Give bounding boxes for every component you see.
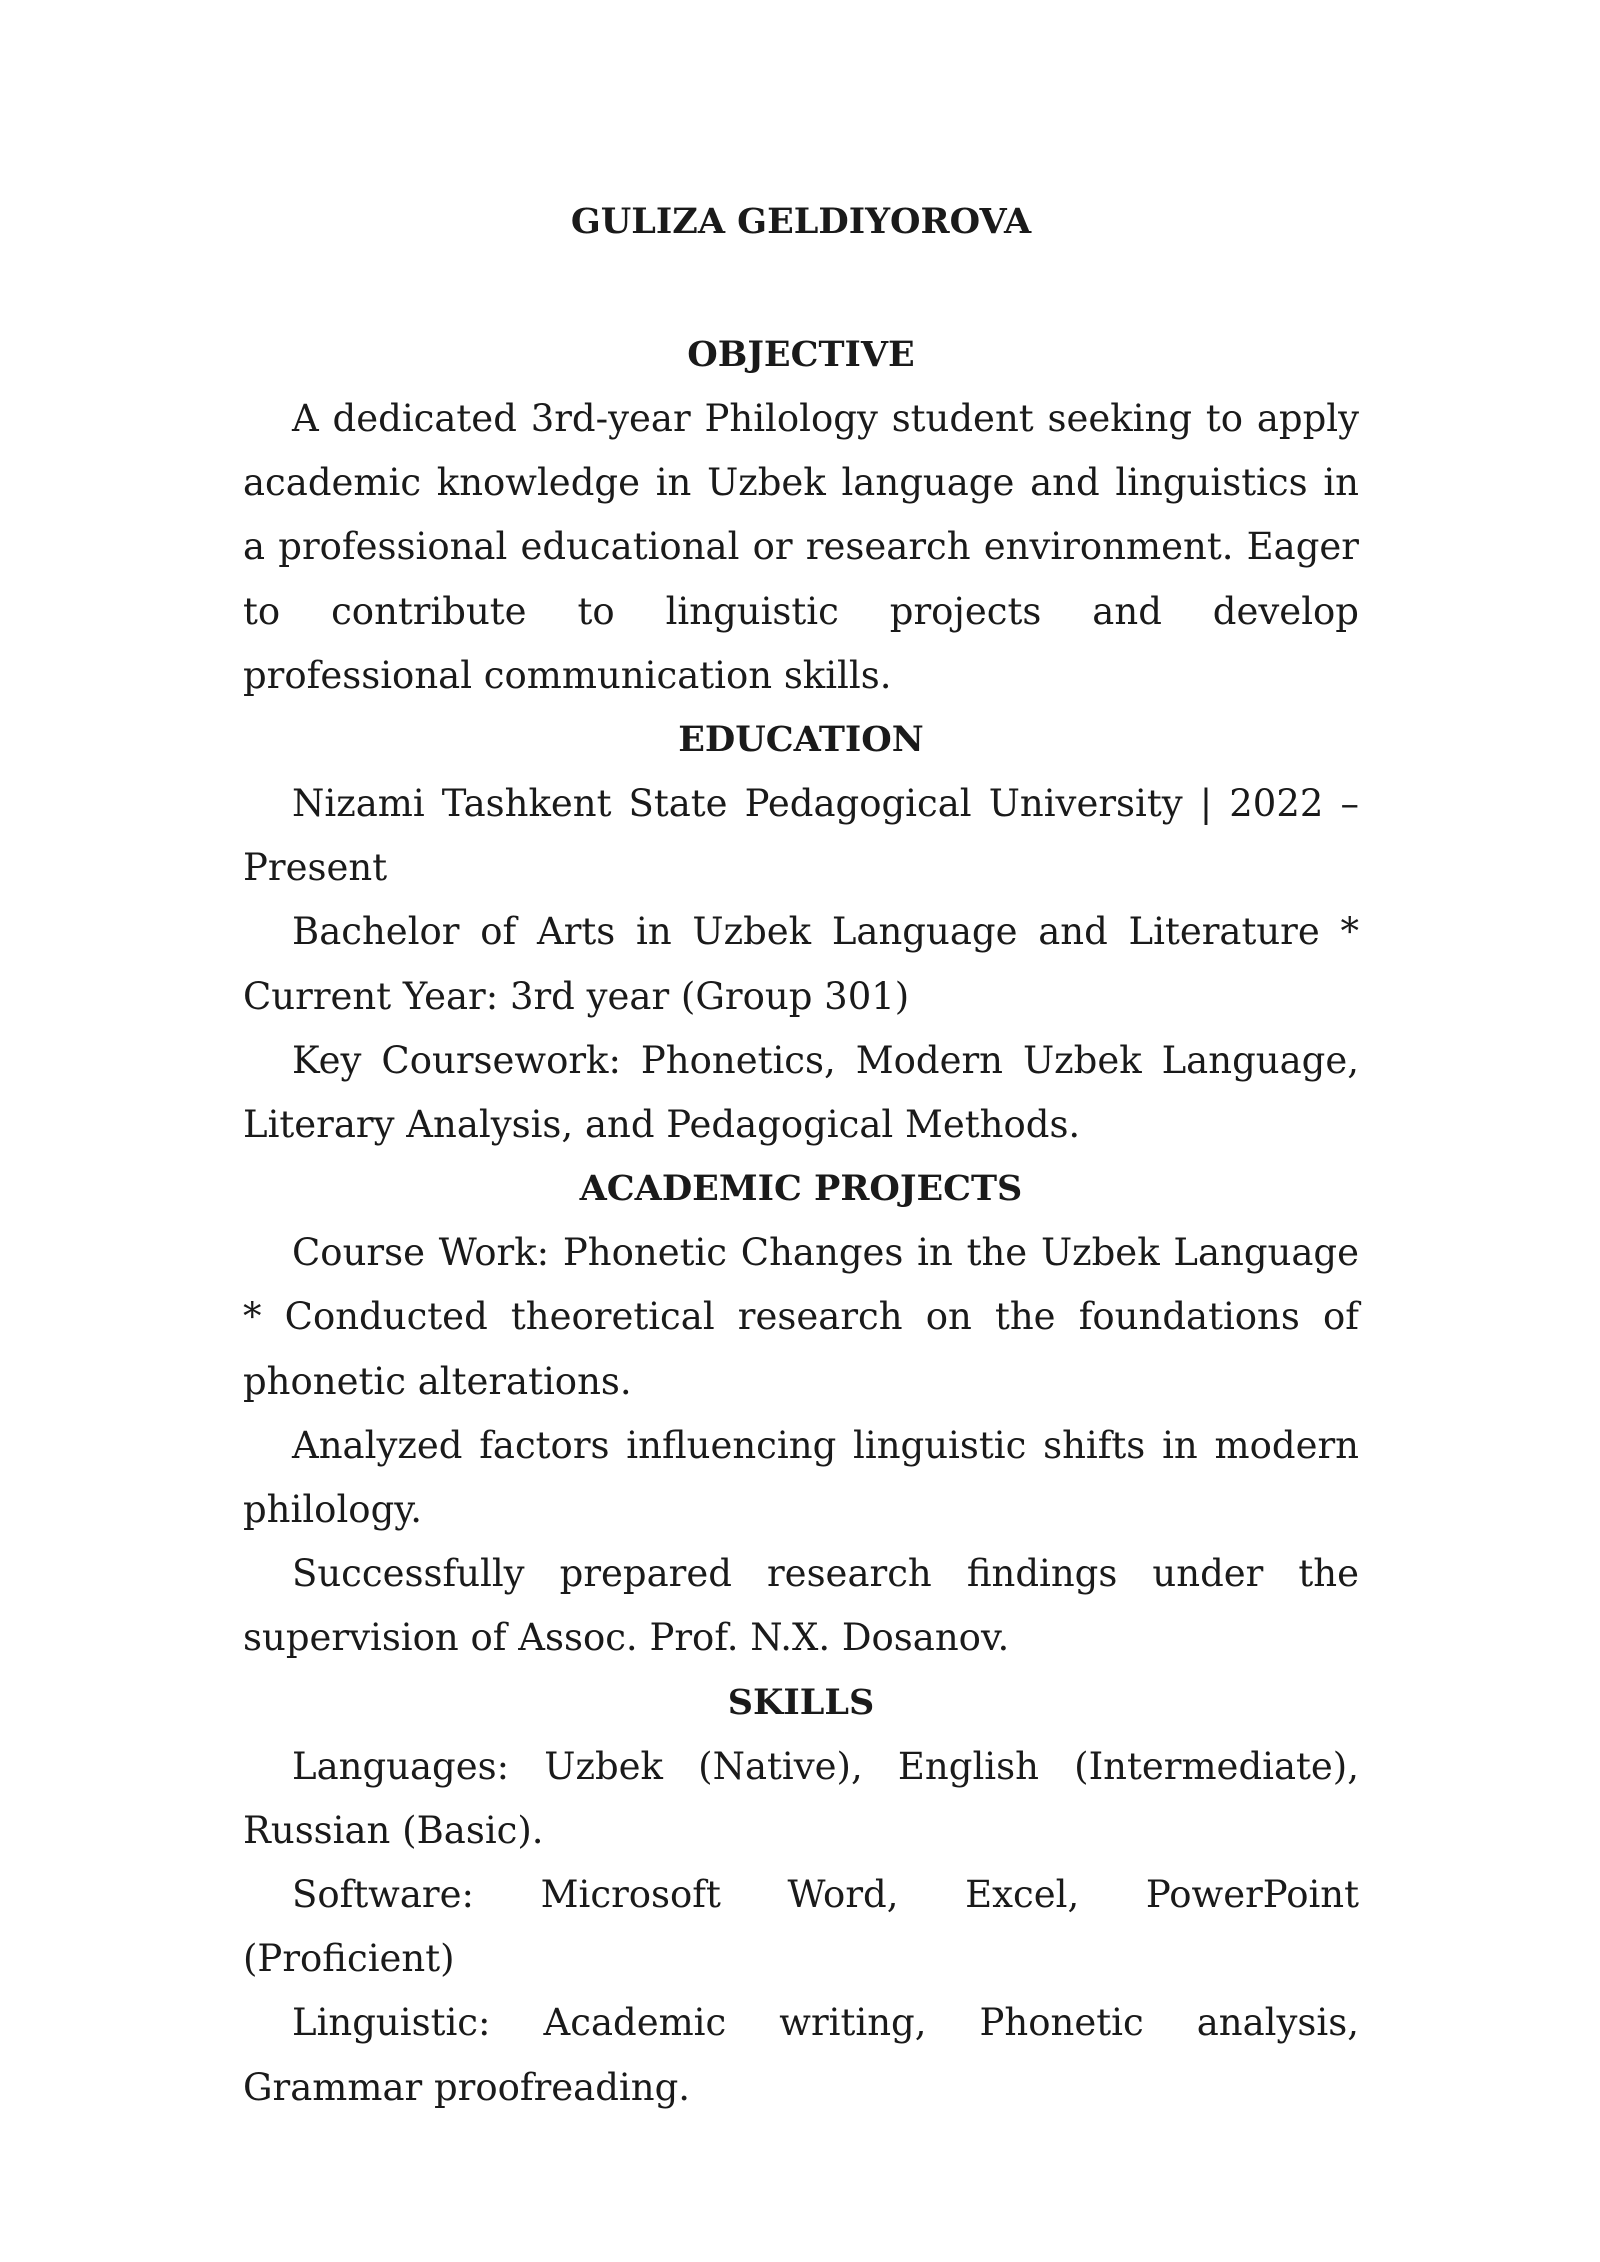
education-coursework: Key Coursework: Phonetics, Modern Uzbek Language, Literary Analysis, and Pedagogical Methods.	[243, 1038, 1359, 1147]
skills-heading: SKILLS	[727, 1681, 875, 1723]
projects-heading: ACADEMIC PROJECTS	[579, 1168, 1023, 1210]
resume-document	[243, 196, 1359, 2120]
projects-section	[243, 1157, 1359, 1670]
skill-languages: Languages: Uzbek (Native), English (Intermediate), Russian (Basic).	[243, 1744, 1359, 1852]
skills-section	[243, 1671, 1359, 2120]
education-degree: Bachelor of Arts in Uzbek Language and Literature * Current Year: 3rd year (Group 301)	[243, 910, 1359, 1018]
skill-software: Software: Microsoft Word, Excel, PowerPoint (Proficient)	[243, 1873, 1359, 1981]
education-section	[243, 708, 1359, 1157]
education-heading: EDUCATION	[678, 719, 924, 761]
objective-heading: OBJECTIVE	[687, 334, 915, 375]
project-analysis: Analyzed factors influencing linguistic shifts in modern philology.	[243, 1423, 1359, 1532]
objective-paragraph: A dedicated 3rd-year Philology student seeking to apply academic knowledge in Uzbek language and linguistics in a professional educational or research environment. Eager to contribute to linguistic projects and develop professional communication skills.	[243, 397, 1359, 697]
resume-name: GULIZA GELDIYOROVA	[570, 201, 1032, 242]
education-university: Nizami Tashkent State Pedagogical University | 2022 – Present	[243, 782, 1359, 890]
skill-linguistic: Linguistic: Academic writing, Phonetic analysis, Grammar proofreading.	[243, 2001, 1359, 2109]
project-course-work: Course Work: Phonetic Changes in the Uzbek Language * Conducted theoretical research on the foundations of phonetic alterations.	[243, 1231, 1359, 1403]
objective-section	[243, 323, 1359, 708]
project-findings: Successfully prepared research findings under the supervision of Assoc. Prof. N.X. Dosanov.	[243, 1552, 1359, 1660]
